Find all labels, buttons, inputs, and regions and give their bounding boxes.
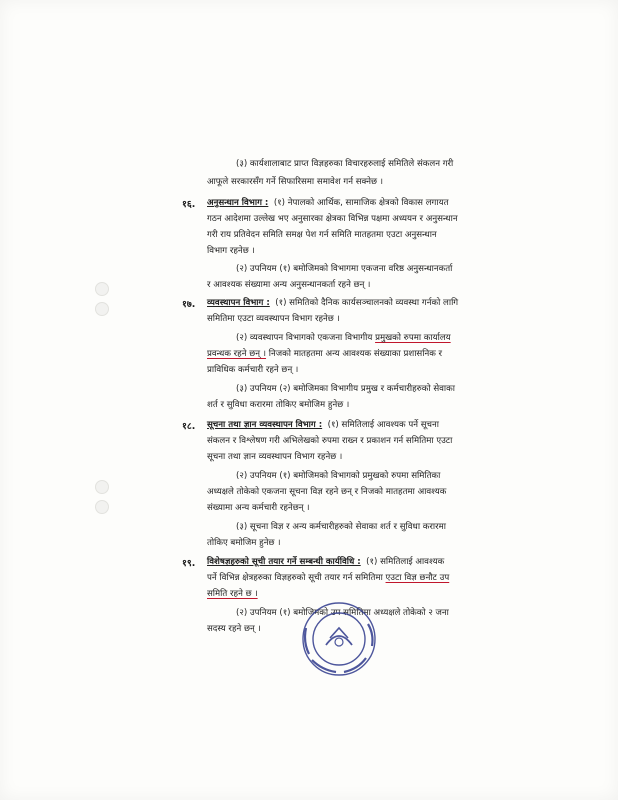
section-17-line	[207, 297, 458, 309]
paragraph-line: (२) उपनियम (१) बमोजिमको विभागमा एकजना वरिष्ठ अनुसन्धानकर्ता	[236, 264, 453, 274]
paragraph-line: (३) कार्यशालाबाट प्राप्त विज्ञहरुका विचारहरुलाई समितिले संकलन गरी	[236, 159, 454, 169]
red-underlined-text: प्रवन्धक रहने छन् ।	[207, 349, 267, 359]
red-underlined-text: प्रमुखको रुपमा कार्यालय	[375, 333, 451, 343]
paragraph-text: (१) समितिको दैनिक कार्यसञ्चालनको व्यवस्था गर्नको लागि	[275, 298, 459, 308]
paragraph-line: आफूले सरकारसँग गर्ने सिफारिसमा समावेश गर्न सक्नेछ ।	[207, 177, 384, 187]
paragraph-line: संख्यामा अन्य कर्मचारी रहनेछन् ।	[207, 503, 310, 513]
paragraph-line	[236, 332, 451, 344]
paragraph-line: अध्यक्षले तोकेको एकजना सूचना विज्ञ रहने छन् र निजको मातहतमा आवश्यक	[207, 487, 447, 497]
section-heading: अनुसन्धान विभाग :	[207, 198, 269, 208]
section-number: १८.	[182, 421, 196, 432]
section-18-line	[207, 419, 439, 431]
paragraph-text: (२) व्यवस्थापन विभागको एकजना विभागीय	[236, 333, 376, 343]
section-heading: विशेषज्ञहरुको सूची तयार गर्ने सम्बन्धी कार्यविधि :	[207, 557, 361, 567]
paragraph-text: (१) नेपालको आर्थिक, सामाजिक क्षेत्रको विकास लगायत	[273, 198, 449, 208]
paragraph-line: सूचना तथा ज्ञान व्यवस्थापन विभाग रहनेछ ।	[207, 452, 343, 462]
paragraph-text: (१) समितिलाई आवश्यक पर्ने सूचना	[327, 420, 439, 430]
section-number: १९.	[182, 558, 196, 569]
paragraph-line: सदस्य रहने छन् ।	[207, 624, 261, 634]
punch-hole	[95, 282, 109, 296]
section-number: १७.	[182, 299, 196, 310]
section-heading: व्यवस्थापन विभाग :	[207, 298, 270, 308]
paragraph-line: (३) उपनियम (२) बमोजिमका विभागीय प्रमुख र कर्मचारीहरुको सेवाका	[236, 384, 455, 394]
paragraph-line	[207, 348, 442, 360]
paragraph-line: शर्त र सुविधा करारमा तोकिए बमोजिम हुनेछ ।	[207, 400, 350, 410]
punch-hole	[95, 480, 109, 494]
paragraph-line: र आवश्यक संख्यामा अन्य अनुसन्धानकर्ता रहने छन् ।	[207, 280, 371, 290]
punch-hole	[95, 302, 109, 316]
paragraph-line: गरी राय प्रतिवेदन समिति समक्ष पेश गर्न समिति मातहतमा एउटा अनुसन्धान	[207, 230, 437, 240]
paragraph-line	[207, 588, 258, 600]
paragraph-line: विभाग रहनेछ ।	[207, 246, 255, 256]
section-16-line	[207, 197, 449, 209]
paragraph-text: निजको मातहतमा अन्य आवश्यक संख्याका प्रशासनिक र	[266, 349, 443, 359]
paragraph-line: (२) उपनियम (१) बमोजिमको विभागको प्रमुखको रुपमा समितिका	[236, 471, 441, 481]
section-heading: सूचना तथा ज्ञान व्यवस्थापन विभाग :	[207, 420, 323, 430]
paragraph-line: संकलन र विश्लेषण गरी अभिलेखको रुपमा राख्न र प्रकाशन गर्न समितिमा एउटा	[207, 436, 453, 446]
paragraph-line	[207, 572, 449, 584]
paragraph-line: (३) सूचना विज्ञ र अन्य कर्मचारीहरुको सेवाका शर्त र सुविधा करारमा	[236, 522, 446, 532]
section-number: १६.	[182, 199, 196, 210]
punch-hole	[95, 500, 109, 514]
red-underlined-text: एउटा विज्ञ छनौट उप	[385, 573, 450, 583]
paragraph-line: (२) उपनियम (१) बमोजिमको उप समितिमा अध्यक्षले तोकेको २ जना	[236, 608, 449, 618]
section-19-line	[207, 556, 444, 568]
paragraph-text: (१) समितिलाई आवश्यक	[366, 557, 445, 567]
government-seal-icon	[298, 598, 380, 680]
paragraph-text: पर्ने विभिन्न क्षेत्रहरुका विज्ञहरुको सूची तयार गर्न समितिमा	[207, 573, 386, 583]
paragraph-line: गठन आदेशमा उल्लेख भए अनुसारका क्षेत्रका विभिन्न पक्षमा अध्ययन र अनुसन्धान	[207, 214, 458, 224]
paragraph-line: तोकिए बमोजिम हुनेछ ।	[207, 538, 281, 548]
red-underlined-text: समिति रहने छ ।	[207, 589, 258, 599]
paragraph-line: प्राविधिक कर्मचारी रहने छन् ।	[207, 365, 299, 375]
paragraph-line: समितिमा एउटा व्यवस्थापन विभाग रहनेछ ।	[207, 314, 340, 324]
